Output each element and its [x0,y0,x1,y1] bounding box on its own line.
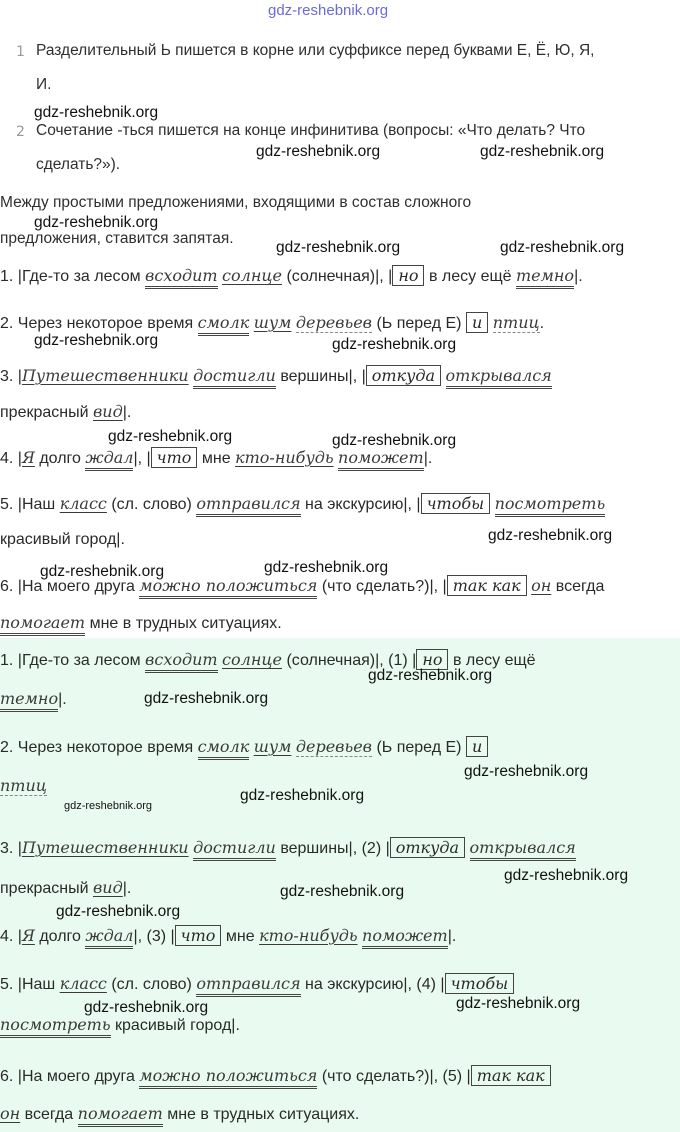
watermark: gdz-reshebnik.org [332,432,457,449]
conjunction-box: и [466,736,488,757]
sentence-6: 6. |На моего друга можно положиться (что сделать?)|, | так как он всегда [0,576,604,596]
predicate: всходит [145,266,218,289]
watermark: gdz-reshebnik.org [34,104,159,121]
conjunction-box: чтобы [421,493,491,514]
conjunction-box: так как [471,1065,551,1086]
watermark: gdz-reshebnik.org [84,999,209,1016]
watermark: gdz-reshebnik.org [276,239,401,256]
watermark: gdz-reshebnik.org [264,559,389,576]
watermark: gdz-reshebnik.org [34,332,159,349]
conjunction-box: откуда [390,837,465,858]
watermark: gdz-reshebnik.org [56,903,181,920]
site-header-link[interactable]: gdz-reshebnik.org [268,2,389,19]
answer-sentence-3: 3. |Путешественники достигли вершины|, (2) | откуда открывался [0,838,576,858]
answer-sentence-6-cont: он всегда помогает мне в трудных ситуациях. [0,1104,359,1124]
watermark: gdz-reshebnik.org [144,690,269,707]
answer-sentence-2: 2. Через некоторое время смолк шум деревьев (Ь перед Е) и [0,737,488,757]
watermark: gdz-reshebnik.org [368,667,493,684]
sentence-1: 1. |Где-то за лесом всходит солнце (солнечная)|, | но в лесу ещё темно|. [0,266,583,286]
rule-number: 1 [16,44,25,60]
sentence-5-cont: красивый город|. [0,531,125,548]
intro-text: Между простыми предложениями, входящими в состав сложного [0,194,472,211]
sentence-4: 4. |Я долго ждал|, | что мне кто-нибудь поможет|. [0,448,432,468]
answer-sentence-1-cont: темно|. [0,689,67,709]
conjunction-box: и [466,312,488,333]
watermark: gdz-reshebnik.org [456,995,581,1012]
rule-text: И. [36,76,52,93]
rule-number: 2 [16,124,25,140]
rule-text: Сочетание -ться пишется на конце инфинитива (вопросы: «Что делать? Что [36,122,586,139]
conjunction-box: но [416,649,448,670]
rule-text: Разделительный Ь пишется в корне или суффиксе перед буквами Е, Ё, Ю, Я, [36,42,595,59]
watermark: gdz-reshebnik.org [280,883,405,900]
rule-text: сделать?»). [36,156,121,173]
watermark: gdz-reshebnik.org [256,143,381,160]
sentence-5: 5. |Наш класс (сл. слово) отправился на экскурсию|, | чтобы посмотреть [0,494,605,514]
conjunction-box: так как [447,575,527,596]
answer-sentence-2-cont: птиц [0,776,47,795]
watermark: gdz-reshebnik.org [108,428,233,445]
answer-sentence-5-cont: посмотреть красивый город|. [0,1015,240,1035]
conjunction-box: откуда [366,365,441,386]
conjunction-box: что [151,447,198,468]
watermark: gdz-reshebnik.org [504,867,629,884]
answer-sentence-5: 5. |Наш класс (сл. слово) отправился на экскурсию|, (4) | чтобы [0,974,514,994]
watermark: gdz-reshebnik.org [480,143,605,160]
watermark: gdz-reshebnik.org [240,787,365,804]
answer-sentence-4: 4. |Я долго ждал|, (3) | что мне кто-нибудь поможет|. [0,926,456,946]
sentence-6-cont: помогает мне в трудных ситуациях. [0,613,282,633]
watermark: gdz-reshebnik.org [464,763,589,780]
watermark: gdz-reshebnik.org [332,336,457,353]
answer-sentence-3-cont: прекрасный вид|. [0,878,132,897]
intro-text: предложения, ставится запятая. [0,230,234,247]
watermark: gdz-reshebnik.org [34,214,159,231]
predicate: темно [516,266,574,289]
sentence-2: 2. Через некоторое время смолк шум деревьев (Ь перед Е) и птиц. [0,313,544,333]
answer-sentence-1: 1. |Где-то за лесом всходит солнце (солнечная)|, (1) | но в лесу ещё [0,650,536,670]
answer-sentence-6: 6. |На моего друга можно положиться (что сделать?)|, (5) | так как [0,1066,551,1086]
watermark: gdz-reshebnik.org [64,800,153,812]
sentence-3-cont: прекрасный вид|. [0,402,132,421]
subject: солнце [222,266,282,285]
watermark: gdz-reshebnik.org [500,239,625,256]
watermark: gdz-reshebnik.org [40,563,165,580]
sentence-3: 3. |Путешественники достигли вершины|, | откуда открывался [0,366,552,386]
conjunction-box: чтобы [445,973,515,994]
conjunction-box: что [175,925,222,946]
conjunction-box: но [392,265,424,286]
watermark: gdz-reshebnik.org [488,527,613,544]
